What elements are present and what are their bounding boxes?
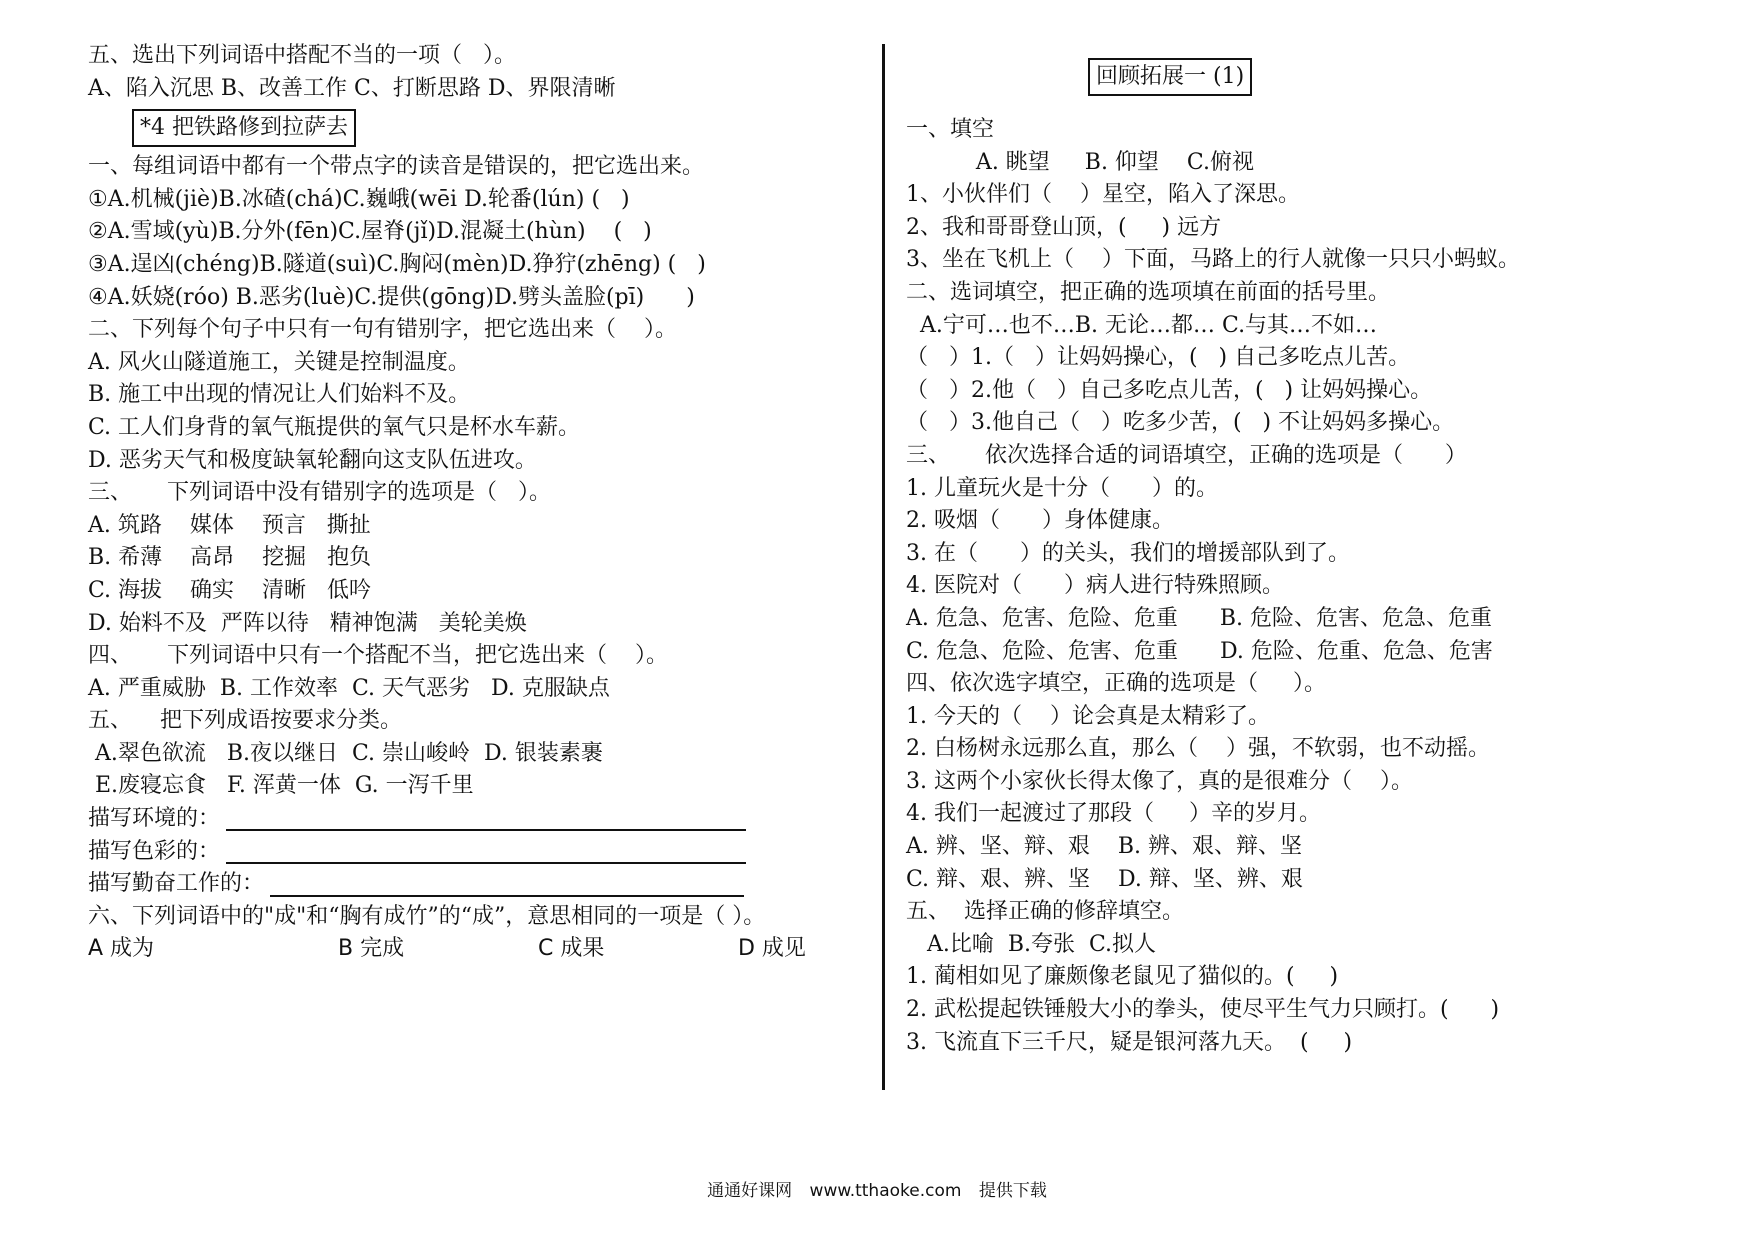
- text-line: 1. 蔺相如见了廉颇像老鼠见了猫似的。( ): [906, 964, 1339, 990]
- fill-row-environment: [88, 803, 858, 836]
- text-line: 2、我和哥哥登山顶，( ) 远方: [906, 214, 1222, 240]
- fill-label: 描写环境的：: [88, 806, 221, 832]
- text-line: 1. 儿童玩火是十分（ ）的。: [906, 475, 1218, 501]
- text-line: （ ）3.他自己（ ）吃多少苦，( ) 不让妈妈多操心。: [906, 410, 1455, 436]
- left-column: [88, 40, 858, 966]
- review-title: 回顾拓展一 (1): [1088, 58, 1252, 96]
- review-title-row: [906, 40, 1706, 114]
- text-line: 五、 把下列成语按要求分类。: [88, 708, 402, 734]
- text-line: D. 恶劣天气和极度缺氧轮翻向这支队伍进攻。: [88, 447, 537, 473]
- text-line: ④A.妖娆(róo) B.恶劣(luè)C.提供(gōng)D.劈头盖脸(pī) ): [88, 284, 695, 310]
- text-line: 2. 白杨树永远那么直，那么（ ）强，不软弱，也不动摇。: [906, 736, 1490, 762]
- column-divider: [882, 44, 885, 1090]
- text-line: 四、 下列词语中只有一个搭配不当，把它选出来（ ）。: [88, 643, 668, 669]
- q5-top-question: 五、选出下列词语中搭配不当的一项（ ）。: [88, 43, 516, 68]
- fill-row-diligence: [88, 868, 858, 901]
- text-line: C. 海拔 确实 清晰 低吟: [88, 577, 371, 603]
- text-line: E.废寝忘食 F. 浑黄一体 G. 一泻千里: [88, 773, 474, 799]
- text-line: 一、填空: [906, 117, 995, 142]
- fill-label: 描写勤奋工作的：: [88, 871, 265, 897]
- text-line: 一、每组词语中都有一个带点字的读音是错误的，把它选出来。: [88, 154, 705, 180]
- footer-credit: [0, 1176, 1754, 1201]
- q6-question: 六、下列词语中的"成"和“胸有成竹”的“成”，意思相同的一项是（ ）。: [88, 903, 766, 929]
- text-line: ①A.机械(jiè)B.冰碴(chá)C.巍峨(wēi D.轮番(lún) ( ): [88, 186, 630, 212]
- answer-blank[interactable]: [226, 807, 746, 831]
- text-line: 三、 依次选择合适的词语填空，正确的选项是（ ）: [906, 442, 1467, 468]
- text-line: 四、依次选字填空，正确的选项是（ ）。: [906, 671, 1326, 697]
- q6-option-a: A 成为: [88, 936, 155, 962]
- text-line: 2. 武松提起铁锤般大小的拳头，使尽平生气力只顾打。( ): [906, 997, 1500, 1023]
- lesson-title: *4 把铁路修到拉萨去: [132, 109, 356, 147]
- fill-label: 描写色彩的：: [88, 838, 221, 864]
- q6-option-c: C 成果: [538, 936, 605, 962]
- text-line: 3、坐在飞机上（ ）下面，马路上的行人就像一只只小蚂蚁。: [906, 247, 1520, 273]
- text-line: B. 希薄 高昂 挖掘 抱负: [88, 545, 372, 571]
- text-line: 1. 今天的（ ）论会真是太精彩了。: [906, 703, 1270, 729]
- text-line: 1、小伙伴们（ ）星空，陷入了深思。: [906, 182, 1300, 208]
- text-line: （ ）2.他（ ）自己多吃点儿苦，( ) 让妈妈操心。: [906, 377, 1433, 403]
- text-line: （ ）1.（ ）让妈妈操心，( ) 自己多吃点儿苦。: [906, 345, 1411, 371]
- text-line: A. 严重威胁 B. 工作效率 C. 天气恶劣 D. 克服缺点: [88, 675, 610, 701]
- text-line: 4. 我们一起渡过了那段（ ）辛的岁月。: [906, 801, 1321, 827]
- text-line: 二、下列每个句子中只有一句有错别字，把它选出来（ ）。: [88, 317, 677, 343]
- text-line: C. 辩、艰、辨、坚 D. 辩、坚、辨、艰: [906, 866, 1303, 892]
- footer-suffix: 提供下载: [978, 1181, 1047, 1201]
- answer-blank[interactable]: [226, 840, 746, 864]
- text-line: A. 辨、坚、辩、艰 B. 辨、艰、辩、坚: [906, 834, 1303, 860]
- text-line: A.宁可…也不…B. 无论…都… C.与其…不如…: [906, 312, 1378, 338]
- text-line: B. 施工中出现的情况让人们始料不及。: [88, 382, 471, 408]
- text-line: 3. 这两个小家伙长得太像了，真的是很难分（ ）。: [906, 768, 1413, 794]
- right-column: [906, 40, 1706, 1059]
- text-line: 五、 选择正确的修辞填空。: [906, 899, 1184, 925]
- text-line: 2. 吸烟（ ）身体健康。: [906, 508, 1174, 534]
- text-line: 3. 飞流直下三千尺，疑是银河落九天。 ( ): [906, 1029, 1353, 1055]
- lesson-title-row: [88, 105, 858, 151]
- text-line: C. 工人们身背的氧气瓶提供的氧气只是杯水车薪。: [88, 414, 581, 440]
- text-line: A. 风火山隧道施工，关键是控制温度。: [88, 349, 470, 375]
- text-line: A. 筑路 媒体 预言 撕扯: [88, 512, 371, 538]
- text-line: 三、 下列词语中没有错别字的选项是（ ）。: [88, 480, 551, 506]
- text-line: ③A.逞凶(chéng)B.隧道(suì)C.胸闷(mèn)D.狰狞(zhēng) ( ): [88, 251, 706, 277]
- text-line: 二、选词填空，把正确的选项填在前面的括号里。: [906, 279, 1391, 305]
- text-line: 4. 医院对（ ）病人进行特殊照顾。: [906, 573, 1284, 599]
- fill-row-color: [88, 836, 858, 869]
- text-line: ②A.雪域(yù)B.分外(fēn)C.屋脊(jǐ)D.混凝土(hùn) ( ): [88, 219, 652, 245]
- text-line: A. 眺望 B. 仰望 C.俯视: [906, 149, 1254, 175]
- q6-options: [88, 933, 858, 966]
- answer-blank[interactable]: [270, 873, 744, 897]
- text-line: A.比喻 B.夸张 C.拟人: [906, 931, 1157, 957]
- right-question-lines: [906, 114, 1706, 1059]
- footer-url[interactable]: www.tthaoke.com: [809, 1181, 962, 1201]
- text-line: A.翠色欲流 B.夜以继日 C. 崇山峻岭 D. 银装素裹: [88, 740, 603, 766]
- left-question-lines: [88, 151, 858, 803]
- text-line: C. 危急、危险、危害、危重 D. 危险、危重、危急、危害: [906, 638, 1493, 664]
- q6-option-b: B 完成: [338, 936, 405, 962]
- text-line: 3. 在（ ）的关头，我们的增援部队到了。: [906, 540, 1350, 566]
- text-line: A. 危急、危害、危险、危重 B. 危险、危害、危急、危重: [906, 605, 1492, 631]
- q5-top-options: A、陷入沉思 B、改善工作 C、打断思路 D、界限清晰: [88, 75, 616, 101]
- q6-option-d: D 成见: [738, 936, 806, 962]
- text-line: D. 始料不及 严阵以待 精神饱满 美轮美焕: [88, 610, 527, 636]
- footer-site-name: 通通好课网: [707, 1181, 793, 1201]
